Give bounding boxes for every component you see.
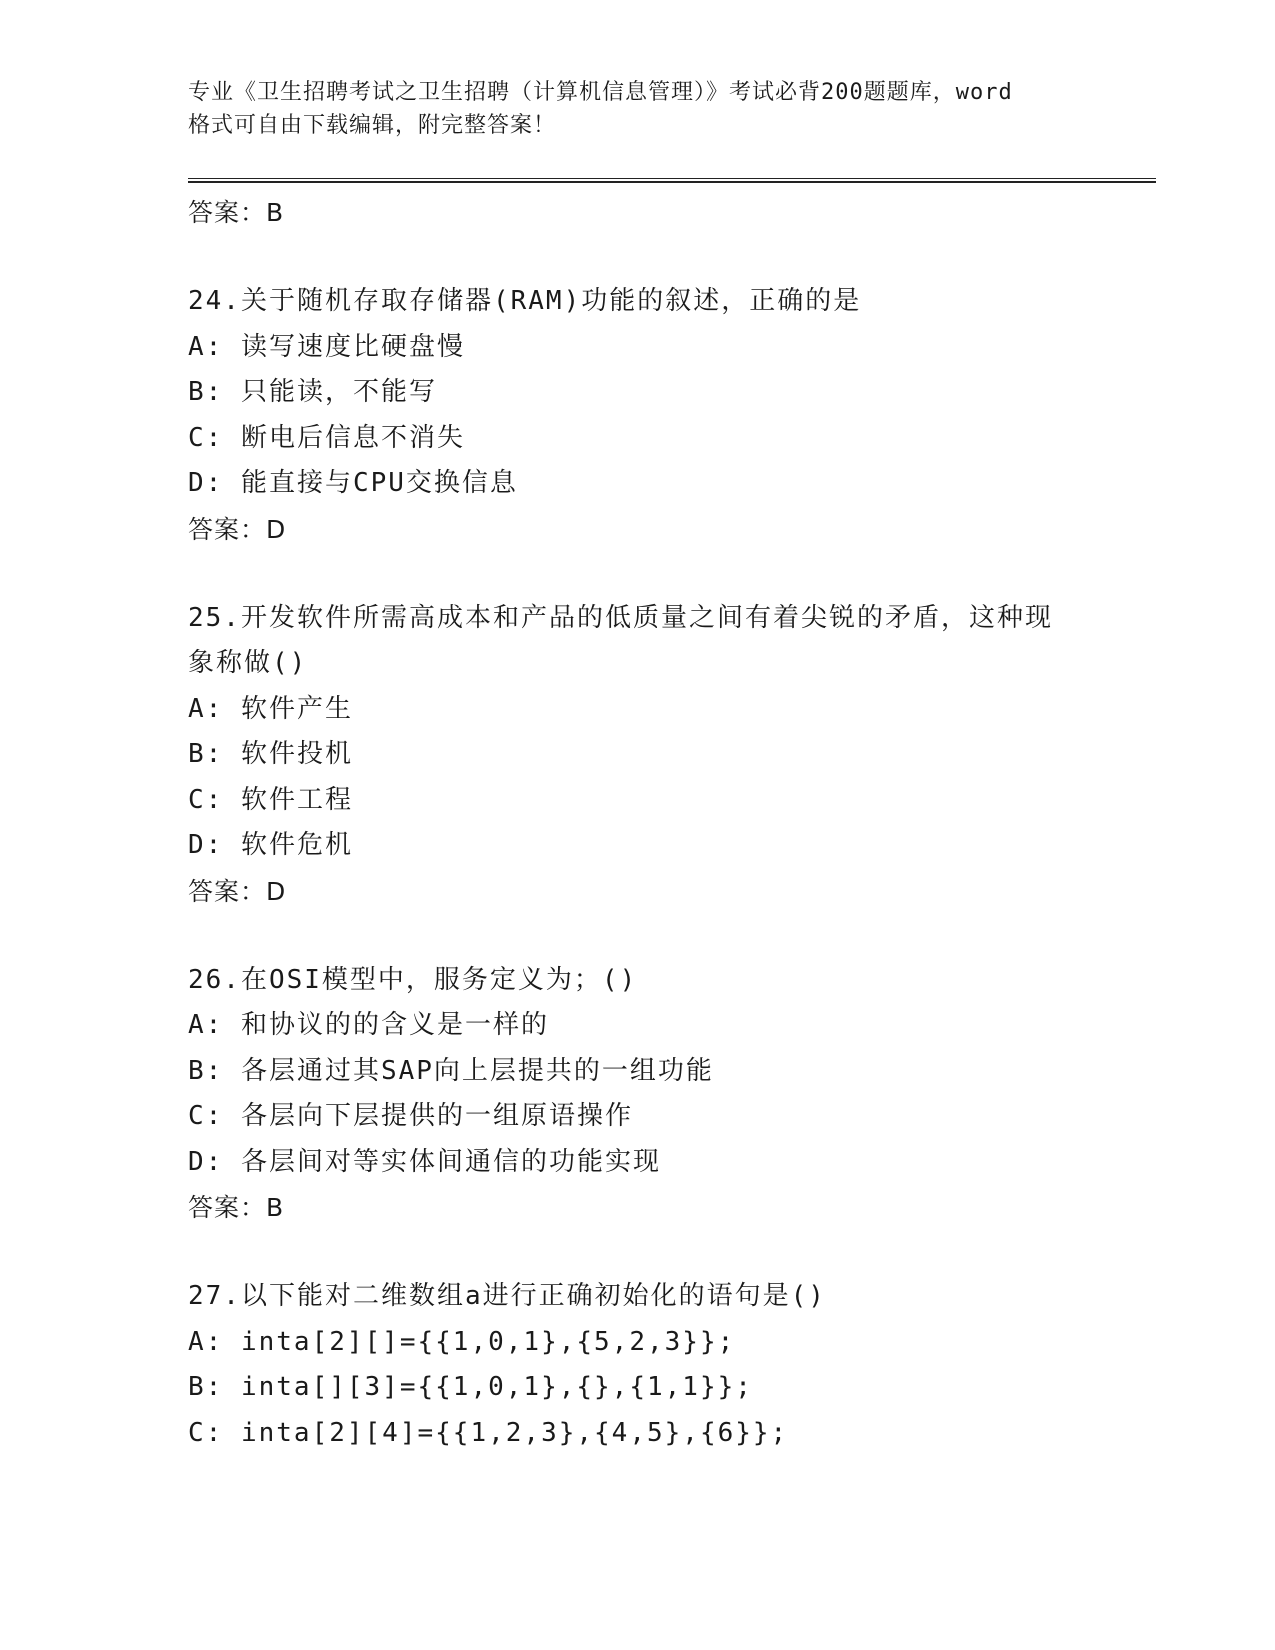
option-b: B: 软件投机: [188, 739, 353, 769]
option-d: D: 软件危机: [188, 830, 353, 860]
option-d: D: 各层间对等实体间通信的功能实现: [188, 1146, 661, 1177]
question-27: [188, 1274, 1088, 1456]
option-a: A: 读写速度比硬盘慢: [188, 331, 465, 362]
question-stem: 25.开发软件所需高成本和产品的低质量之间有着尖锐的矛盾，这种现: [188, 602, 1053, 633]
option-c: C: 软件工程: [188, 784, 353, 815]
option-c: C: 断电后信息不消失: [188, 422, 465, 453]
question-24: [188, 279, 1088, 553]
option-b: B: 各层通过其SAP向上层提共的一组功能: [188, 1055, 714, 1086]
option-b: B: inta[][3]={{1,0,1},{},{1,1}};: [188, 1372, 753, 1402]
option-d: D: 能直接与CPU交换信息: [188, 468, 518, 498]
header-text-line-1: 专业《卫生招聘考试之卫生招聘（计算机信息管理）》考试必背200题题库，word: [188, 80, 1013, 105]
answer-line: 答案：B: [188, 198, 285, 227]
question-stem: 27.以下能对二维数组a进行正确初始化的语句是(): [188, 1281, 826, 1311]
question-stem-continued: 象称做(): [188, 648, 308, 678]
document-body: [188, 190, 1088, 1456]
answer-line: 答案：D: [188, 876, 287, 906]
question-stem: 26.在OSI模型中，服务定义为；(): [188, 964, 638, 995]
page-header: [188, 76, 1088, 142]
header-text-line-2: 格式可自由下载编辑，附完整答案！: [188, 113, 557, 138]
option-b: B: 只能读，不能写: [188, 377, 437, 407]
option-a: A: 软件产生: [188, 693, 353, 724]
answer-line: 答案：B: [188, 1193, 285, 1222]
option-a: A: 和协议的的含义是一样的: [188, 1010, 549, 1040]
question-25: [188, 596, 1088, 915]
header-divider: [188, 178, 1156, 183]
question-26: [188, 958, 1088, 1232]
answer-line: 答案：D: [188, 514, 287, 544]
option-a: A: inta[2][]={{1,0,1},{5,2,3}};: [188, 1326, 736, 1357]
option-c: C: 各层向下层提供的一组原语操作: [188, 1101, 633, 1131]
question-stem: 24.关于随机存取存储器(RAM)功能的叙述，正确的是: [188, 286, 862, 316]
option-c: C: inta[2][4]={{1,2,3},{4,5},{6}};: [188, 1417, 789, 1448]
